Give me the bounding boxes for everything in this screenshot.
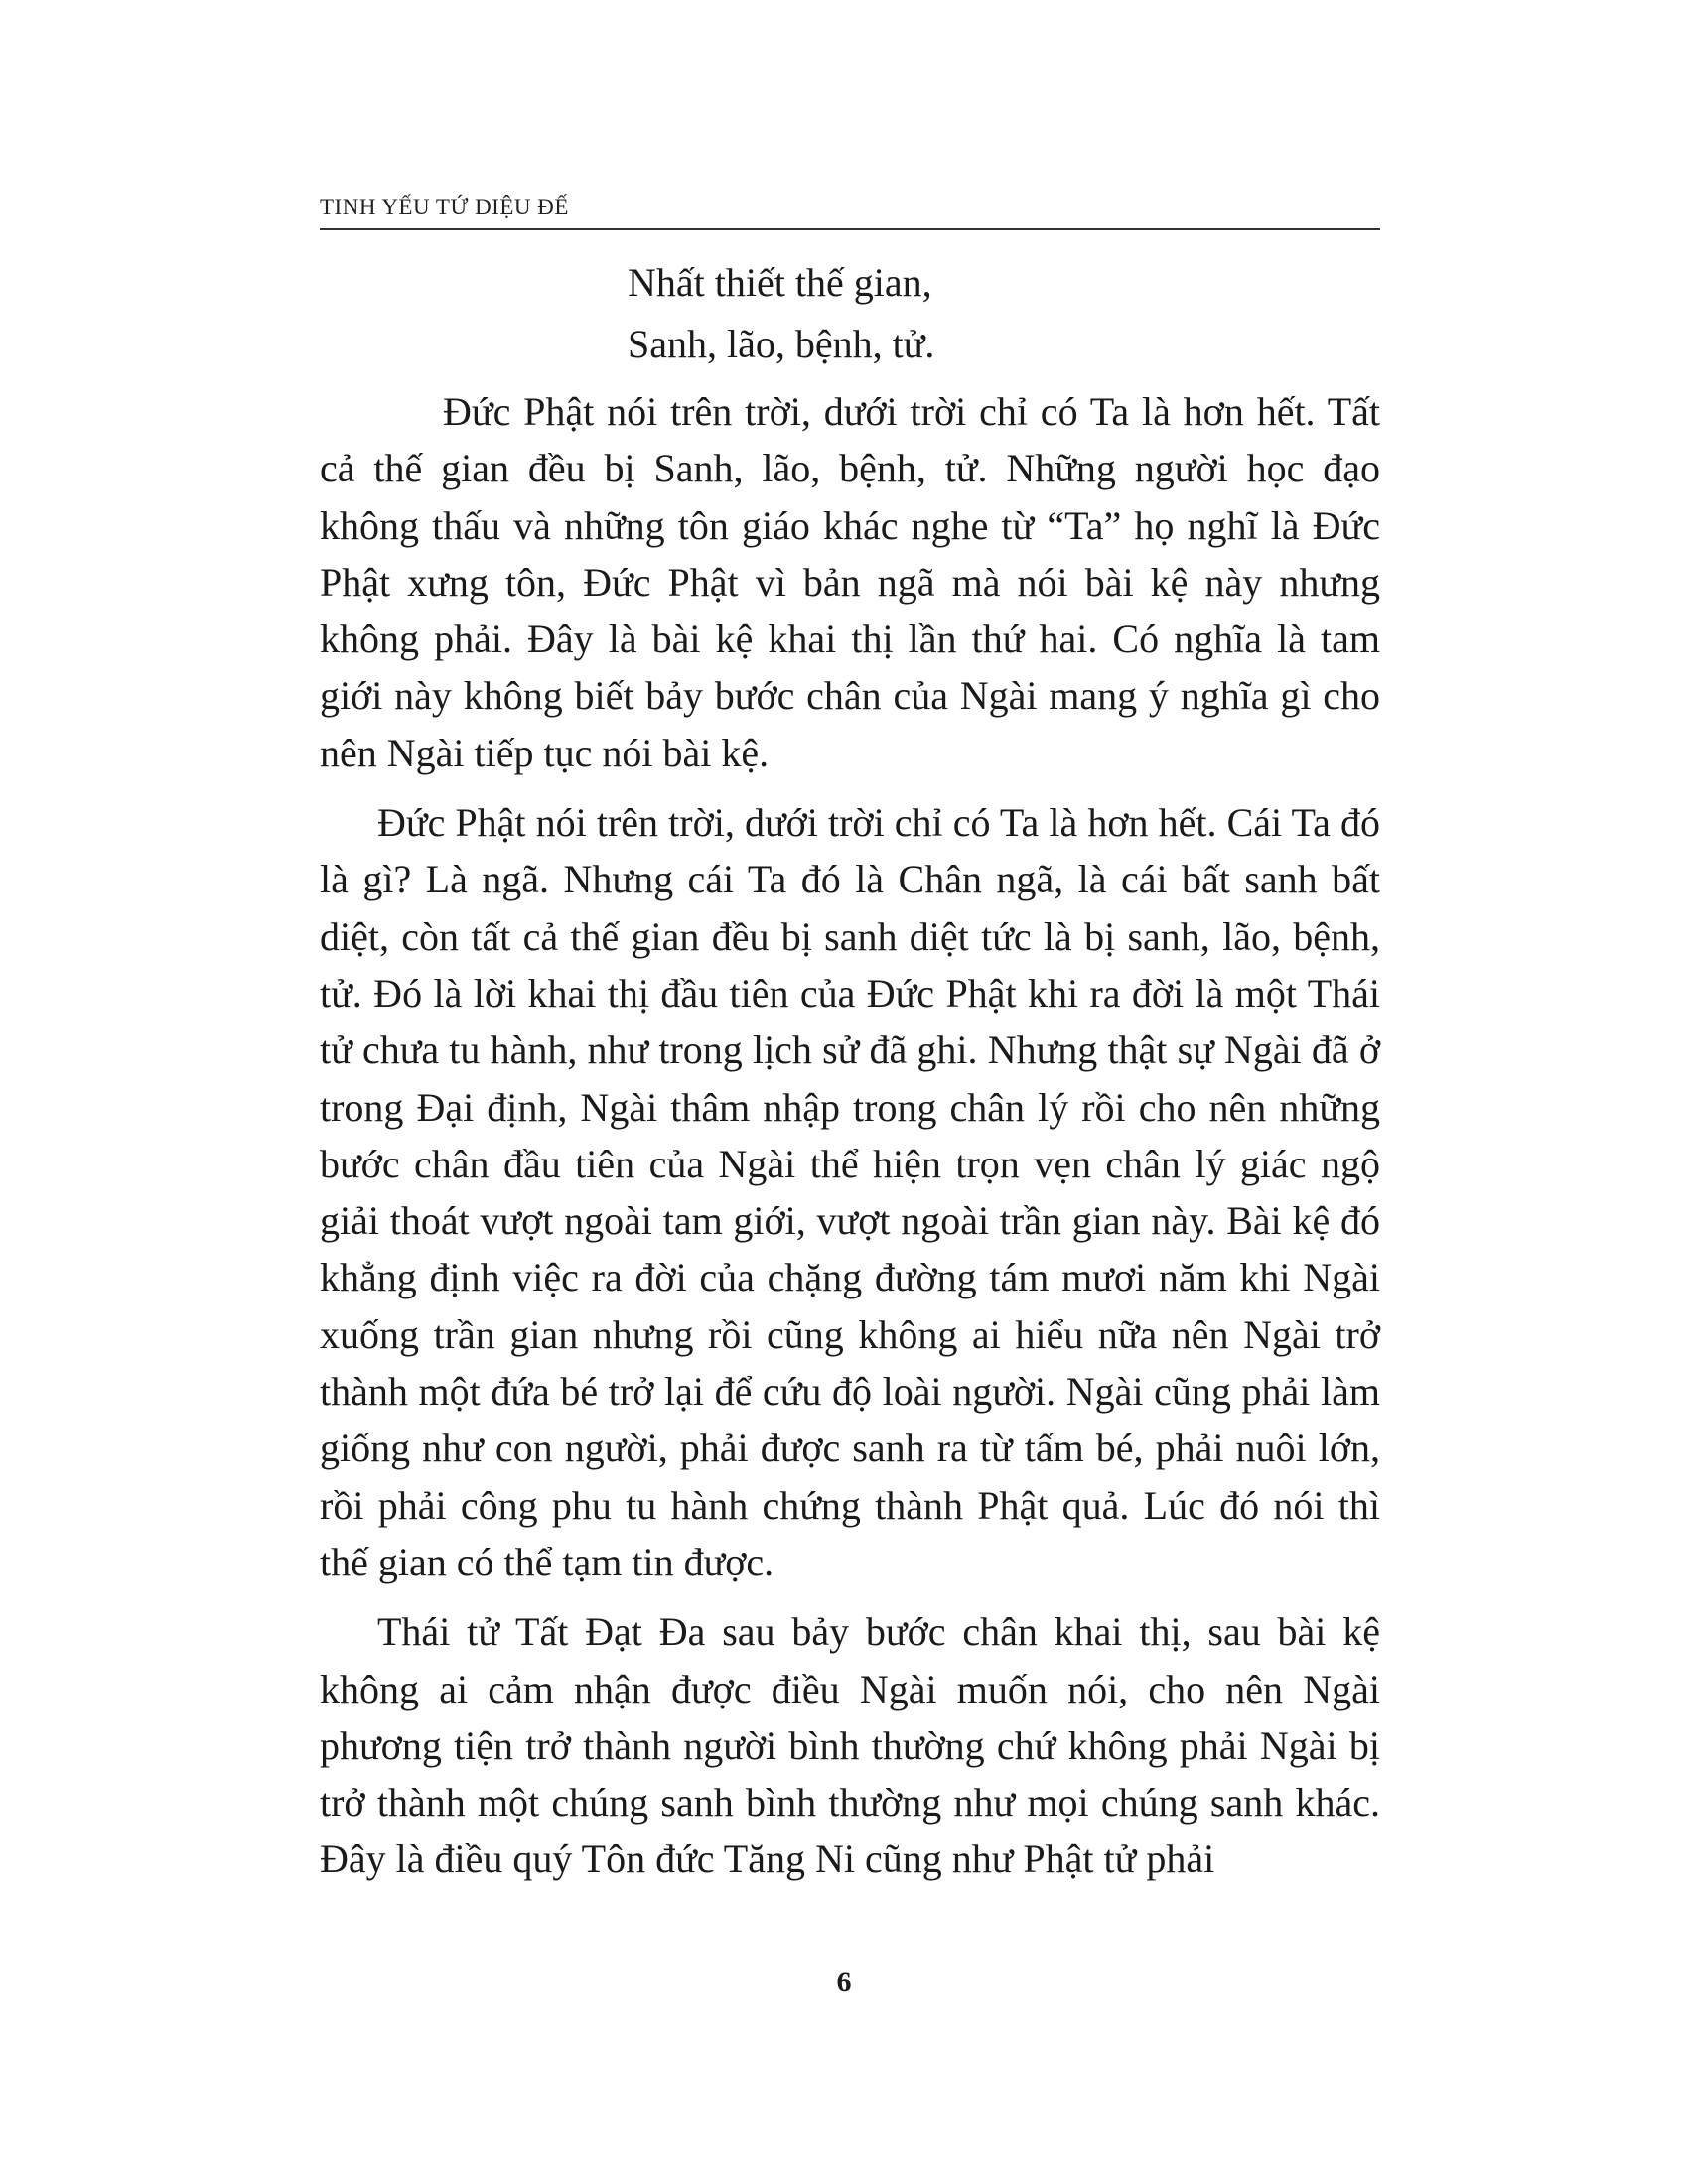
paragraph-3: Thái tử Tất Đạt Đa sau bảy bước chân khai thị, sau bài kệ không ai cảm nhận được điều Ngài muốn nói, cho nên Ngài phương tiện trở thành người bình thường chứ không phải Ngài bị trở thành một chúng sanh bình thường như mọi chúng sanh khác. Đây là điều quý Tôn đức Tăng Ni cũng như Phật tử phải (320, 1609, 1380, 1882)
running-header: TINH YẾU TỨ DIỆU ĐẾ (320, 195, 569, 219)
verse-line-2: Sanh, lão, bệnh, tử. (628, 322, 935, 366)
verse-line-1: Nhất thiết thế gian, (628, 260, 932, 305)
page-number: 6 (836, 1966, 852, 1998)
paragraph-2: Đức Phật nói trên trời, dưới trời chỉ có Ta là hơn hết. Cái Ta đó là gì? Là ngã. Nhưng cái Ta đó là Chân ngã, là cái bất sanh bất diệt, còn tất cả thế gian đều bị sanh diệt tức là bị sanh, lão, bệnh, tử. Đó là lời khai thị đầu tiên của Đức Phật khi ra đời là một Thái tử chưa tu hành, như trong lịch sử đã ghi. Nhưng thật sự Ngài đã ở trong Đại định, Ngài thâm nhập trong chân lý rồi cho nên những bước chân đầu tiên của Ngài thể hiện trọn vẹn chân lý giác ngộ giải thoát vượt ngoài tam giới, vượt ngoài trần gian này. Bài kệ đó khẳng định việc ra đời của chặng đường tám mươi năm khi Ngài xuống trần gian nhưng rồi cũng không ai hiểu nữa nên Ngài trở thành một đứa bé trở lại để cứu độ loài người. Ngài cũng phải làm giống như con người, phải được sanh ra từ tấm bé, phải nuôi lớn, rồi phải công phu tu hành chứng thành Phật quả. Lúc đó nói thì thế gian có thể tạm tin được. (320, 800, 1380, 1584)
verse-block (628, 252, 934, 375)
body-text (320, 383, 1380, 1901)
header-divider (320, 228, 1380, 230)
paragraph-1: Đức Phật nói trên trời, dưới trời chỉ có Ta là hơn hết. Tất cả thế gian đều bị Sanh, lão, bệnh, tử. Những người học đạo không thấu và những tôn giáo khác nghe từ “Ta” họ nghĩ là Đức Phật xưng tôn, Đức Phật vì bản ngã mà nói bài kệ này nhưng không phải. Đây là bài kệ khai thị lần thứ hai. Có nghĩa là tam giới này không biết bảy bước chân của Ngài mang ý nghĩa gì cho nên Ngài tiếp tục nói bài kệ. (320, 389, 1380, 775)
